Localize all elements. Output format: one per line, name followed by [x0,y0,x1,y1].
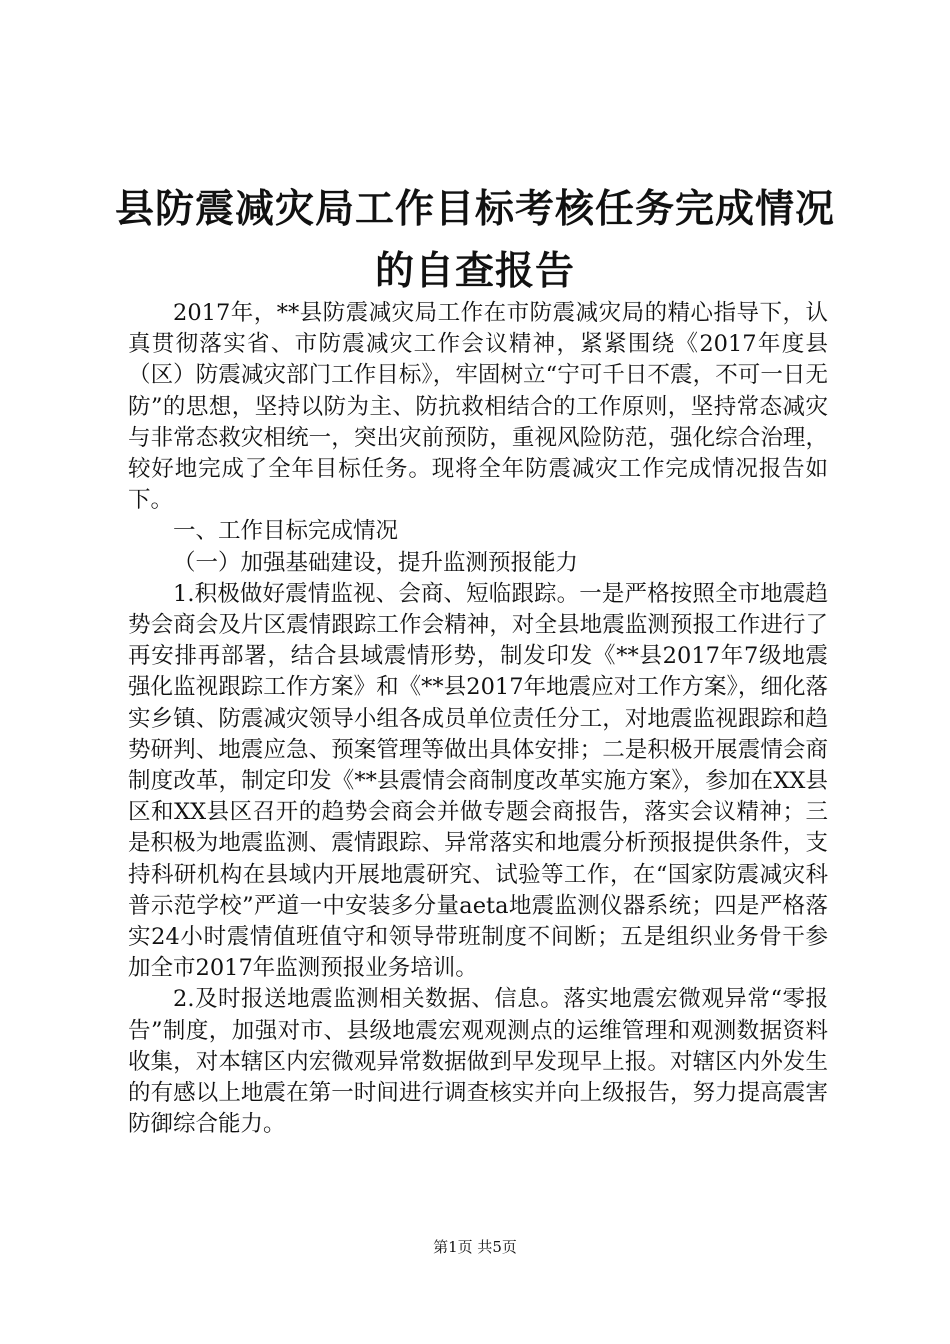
page-footer: 第1页 共5页 [433,1238,517,1256]
paragraph-intro: 2017年，**县防震减灾局工作在市防震减灾局的精心指导下，认真贯彻落实省、市防震减灾工作会议精神，紧紧围绕《2017年度县（区）防震减灾部门工作目标》，牢固树立“宁可千日不震，不可一日无防”的思想，坚持以防为主、防抗救相结合的工作原则，坚持常态减灾与非常态救灾相统一，突出灾前预防，重视风险防范，强化综合治理，较好地完成了全年目标任务。现将全年防震减灾工作完成情况报告如下。 [128,300,828,514]
paragraph-item-2: 2.及时报送地震监测相关数据、信息。落实地震宏微观异常“零报告”制度，加强对市、县级地震宏观观测点的运维管理和观测数据资料收集，对本辖区内宏微观异常数据做到早发现早上报。对辖区内外发生的有感以上地震在第一时间进行调查核实并向上级报告，努力提高震害防御综合能力。 [128,986,828,1138]
paragraph-item-1: 1.积极做好震情监视、会商、短临跟踪。一是严格按照全市地震趋势会商会及片区震情跟踪工作会精神，对全县地震监测预报工作进行了再安排再部署，结合县域震情形势，制发印发《**县2017年7级地震强化监视跟踪工作方案》和《**县2017年地震应对工作方案》，细化落实乡镇、防震减灾领导小组各成员单位责任分工，对地震监视跟踪和趋势研判、地震应急、预案管理等做出具体安排；二是积极开展震情会商制度改革，制定印发《**县震情会商制度改革实施方案》，参加在XX县区和XX县区召开的趋势会商会并做专题会商报告，落实会议精神；三是积极为地震监测、震情跟踪、异常落实和地震分析预报提供条件，支持科研机构在县域内开展地震研究、试验等工作，在“国家防震减灾科普示范学校”严道一中安装多分量aeta地震监测仪器系统；四是严格落实24小时震情值班值守和领导带班制度不间断；五是组织业务骨干参加全市2017年监测预报业务培训。 [128,580,828,982]
subsection-heading: （一）加强基础建设，提升监测预报能力 [173,549,579,576]
document-body [128,298,828,1140]
section-heading: 一、工作目标完成情况 [173,518,399,545]
document-title: 县防震减灾局工作目标考核任务完成情况的自查报告 [114,186,835,294]
